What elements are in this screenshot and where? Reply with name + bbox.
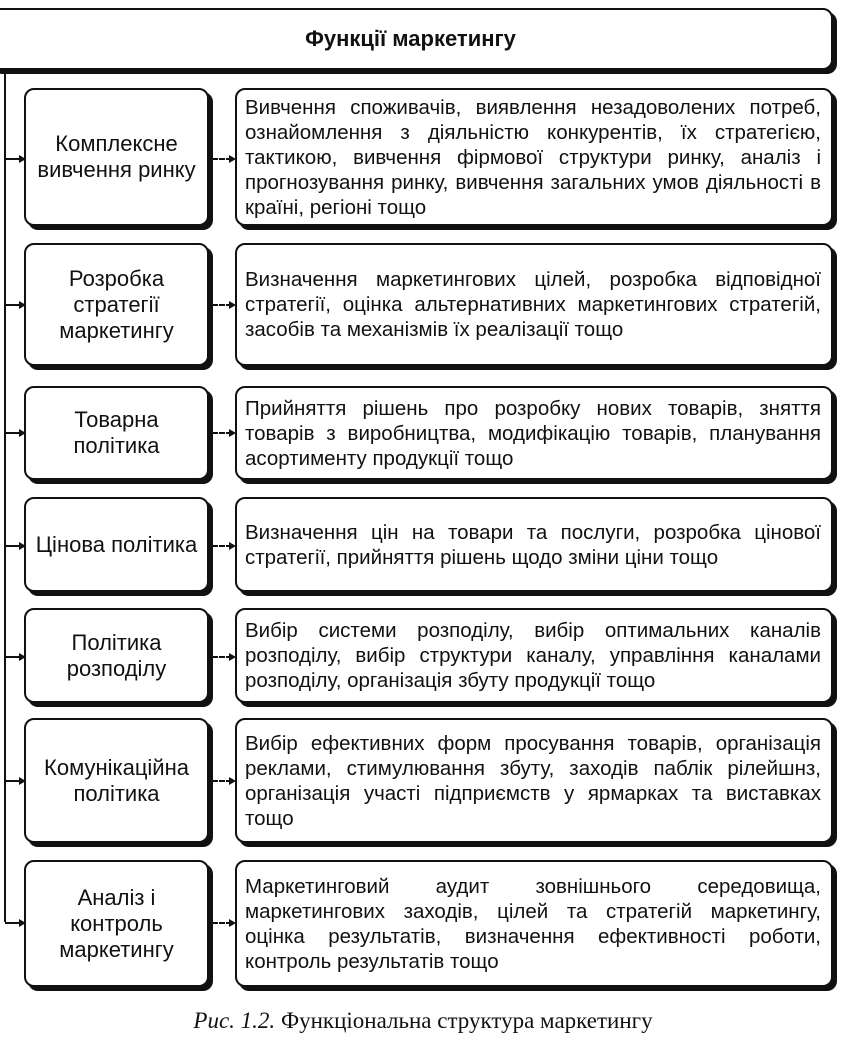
link-arrow-4 <box>212 545 232 547</box>
function-box-3 <box>24 386 209 480</box>
function-name-4: Цінова політика <box>35 531 198 557</box>
function-name-3: Товарна політика <box>73 407 160 458</box>
function-description-4: Визначення цін на товари та послуги, розробка цінової стратегії, прийняття рішень щодо зміни ціни тощо <box>245 520 821 569</box>
function-box-1 <box>24 88 209 226</box>
function-description-7: Маркетинговий аудит зовнішнього середовища, маркетингових заходів, цілей та стратегій маркетингу, оцінка результатів, визначення ефективності роботи, контроль результатів тощо <box>245 874 821 973</box>
branch-arrow-2 <box>5 304 22 306</box>
branch-arrow-5 <box>5 656 22 658</box>
function-description-box-3 <box>235 386 833 480</box>
function-name-1: Комплексне вивчення ринку <box>37 131 196 182</box>
link-arrow-5 <box>212 656 232 658</box>
function-description-1: Вивчення споживачів, виявлення незадоволених потреб, ознайомлення з діяльністю конкурентів, їх стратегією, тактикою, вивчення фірмової структури ринку, аналіз і прогнозування ринку, вивчення загальних умов діяльності в країні, регіоні тощо <box>245 95 821 219</box>
branch-arrow-7 <box>5 922 22 924</box>
function-description-3: Прийняття рішень про розробку нових товарів, зняття товарів з виробництва, модифікацію товарів, планування асортименту продукції тощо <box>245 396 821 470</box>
diagram-title <box>0 8 833 70</box>
function-name-6: Комунікаційна політика <box>44 754 189 806</box>
function-description-box-4 <box>235 497 833 592</box>
function-box-7 <box>24 860 209 987</box>
branch-arrow-3 <box>5 432 22 434</box>
figure-caption-text: Функціональна структура маркетингу <box>275 1008 653 1033</box>
branch-arrow-4 <box>5 545 22 547</box>
link-arrow-7 <box>212 922 232 924</box>
link-arrow-1 <box>212 158 232 160</box>
function-description-box-1 <box>235 88 833 226</box>
link-arrow-2 <box>212 304 232 306</box>
function-description-5: Вибір системи розподілу, вибір оптимальних каналів розподілу, вибір структури каналу, управління каналами розподілу, організація збуту продукції тощо <box>245 619 821 692</box>
figure-caption <box>0 1008 846 1034</box>
function-description-box-6 <box>235 718 833 843</box>
function-description-6: Вибір ефективних форм просування товарів, організація реклами, стимулювання збуту, заходів паблік рілейшнз, організація участі підприємств у ярмарках та виставках тощо <box>245 731 821 830</box>
link-arrow-6 <box>212 780 232 782</box>
function-description-2: Визначення маркетингових цілей, розробка відповідної стратегії, оцінка альтернативних маркетингових стратегій, засобів та механізмів їх реалізації тощо <box>245 268 821 341</box>
function-box-2 <box>24 243 209 366</box>
function-description-box-7 <box>235 860 833 987</box>
trunk-line <box>4 70 6 922</box>
function-box-6 <box>24 718 209 843</box>
branch-arrow-6 <box>5 780 22 782</box>
function-description-box-2 <box>235 243 833 366</box>
function-name-5: Політика розподілу <box>66 629 167 681</box>
diagram-title-text: Функції маркетингу <box>305 26 516 51</box>
function-box-5 <box>24 608 209 703</box>
branch-arrow-1 <box>5 158 22 160</box>
figure-caption-label: Рис. 1.2. <box>193 1008 276 1033</box>
link-arrow-3 <box>212 432 232 434</box>
function-name-2: Розробка стратегії маркетингу <box>59 265 174 343</box>
function-description-box-5 <box>235 608 833 703</box>
function-name-7: Аналіз і контроль маркетингу <box>59 884 174 962</box>
function-box-4 <box>24 497 209 592</box>
